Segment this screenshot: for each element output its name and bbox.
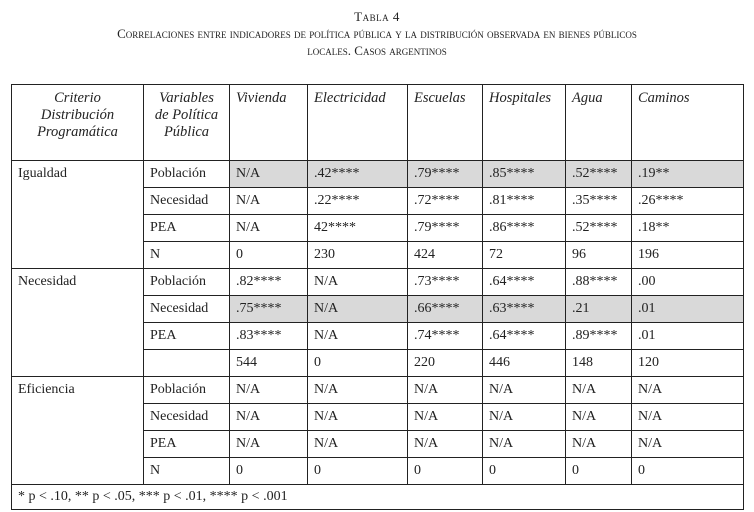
cell-value: 0 bbox=[632, 458, 744, 485]
cell-value: N/A bbox=[308, 323, 408, 350]
cell-value: .79**** bbox=[408, 215, 483, 242]
cell-value: 220 bbox=[408, 350, 483, 377]
cell-value: .52**** bbox=[566, 215, 632, 242]
cell-value: N/A bbox=[230, 215, 308, 242]
table-row bbox=[12, 323, 744, 350]
header-variables: Variables de Política Pública bbox=[144, 85, 230, 161]
cell-value: N/A bbox=[632, 404, 744, 431]
header-vivienda: Vivienda bbox=[230, 85, 308, 161]
table-row bbox=[12, 350, 744, 377]
cell-value: .75**** bbox=[230, 296, 308, 323]
cell-value: 0 bbox=[230, 242, 308, 269]
table-row bbox=[12, 215, 744, 242]
cell-value: N/A bbox=[632, 377, 744, 404]
table-row bbox=[12, 431, 744, 458]
row-group bbox=[12, 215, 144, 242]
row-group bbox=[12, 296, 144, 323]
cell-value: N/A bbox=[308, 404, 408, 431]
table-row bbox=[12, 458, 744, 485]
row-variable: Necesidad bbox=[144, 296, 230, 323]
table-number: Tabla 4 bbox=[354, 9, 400, 24]
table-row bbox=[12, 404, 744, 431]
row-variable: Población bbox=[144, 269, 230, 296]
cell-value: 0 bbox=[230, 458, 308, 485]
cell-value: N/A bbox=[566, 377, 632, 404]
cell-value: N/A bbox=[408, 377, 483, 404]
header-row bbox=[12, 85, 744, 161]
cell-value: .89**** bbox=[566, 323, 632, 350]
cell-value: .85**** bbox=[483, 161, 566, 188]
cell-value: N/A bbox=[408, 404, 483, 431]
cell-value: .83**** bbox=[230, 323, 308, 350]
cell-value: N/A bbox=[308, 269, 408, 296]
row-group bbox=[12, 404, 144, 431]
row-group: Necesidad bbox=[12, 269, 144, 296]
row-group: Eficiencia bbox=[12, 377, 144, 404]
cell-value: N/A bbox=[230, 377, 308, 404]
cell-value: 120 bbox=[632, 350, 744, 377]
row-variable bbox=[144, 350, 230, 377]
cell-value: .66**** bbox=[408, 296, 483, 323]
cell-value: .79**** bbox=[408, 161, 483, 188]
cell-value: 0 bbox=[308, 350, 408, 377]
header-electricidad: Electricidad bbox=[308, 85, 408, 161]
cell-value: N/A bbox=[566, 431, 632, 458]
header-caminos: Caminos bbox=[632, 85, 744, 161]
cell-value: N/A bbox=[483, 377, 566, 404]
cell-value: 0 bbox=[566, 458, 632, 485]
row-group bbox=[12, 350, 144, 377]
cell-value: .72**** bbox=[408, 188, 483, 215]
cell-value: N/A bbox=[308, 377, 408, 404]
cell-value: .42**** bbox=[308, 161, 408, 188]
row-variable: Necesidad bbox=[144, 188, 230, 215]
cell-value: N/A bbox=[483, 431, 566, 458]
cell-value: 72 bbox=[483, 242, 566, 269]
row-variable: N bbox=[144, 242, 230, 269]
row-group bbox=[12, 323, 144, 350]
table-row bbox=[12, 161, 744, 188]
cell-value: N/A bbox=[566, 404, 632, 431]
cell-value: .81**** bbox=[483, 188, 566, 215]
cell-value: 446 bbox=[483, 350, 566, 377]
row-variable: N bbox=[144, 458, 230, 485]
cell-value: .21 bbox=[566, 296, 632, 323]
cell-value: N/A bbox=[230, 161, 308, 188]
header-criterio: Criterio Distribución Programática bbox=[12, 85, 144, 161]
cell-value: 424 bbox=[408, 242, 483, 269]
cell-value: .01 bbox=[632, 296, 744, 323]
cell-value: .82**** bbox=[230, 269, 308, 296]
cell-value: N/A bbox=[408, 431, 483, 458]
cell-value: 148 bbox=[566, 350, 632, 377]
cell-value: 544 bbox=[230, 350, 308, 377]
footnote: * p < .10, ** p < .05, *** p < .01, **** p < .001 bbox=[12, 485, 744, 510]
cell-value: N/A bbox=[308, 431, 408, 458]
row-variable: Población bbox=[144, 377, 230, 404]
row-group bbox=[12, 431, 144, 458]
row-group bbox=[12, 188, 144, 215]
cell-value: .74**** bbox=[408, 323, 483, 350]
cell-value: 230 bbox=[308, 242, 408, 269]
cell-value: 0 bbox=[408, 458, 483, 485]
cell-value: .26**** bbox=[632, 188, 744, 215]
cell-value: N/A bbox=[230, 188, 308, 215]
cell-value: N/A bbox=[483, 404, 566, 431]
cell-value: 96 bbox=[566, 242, 632, 269]
correlation-table bbox=[11, 84, 744, 510]
caption-line-2: locales. Casos argentinos bbox=[307, 43, 447, 58]
table-row bbox=[12, 377, 744, 404]
cell-value: N/A bbox=[308, 296, 408, 323]
cell-value: .00 bbox=[632, 269, 744, 296]
cell-value: .64**** bbox=[483, 269, 566, 296]
row-variable: Necesidad bbox=[144, 404, 230, 431]
cell-value: 196 bbox=[632, 242, 744, 269]
cell-value: .18** bbox=[632, 215, 744, 242]
row-group bbox=[12, 242, 144, 269]
row-variable: Población bbox=[144, 161, 230, 188]
table-row bbox=[12, 242, 744, 269]
row-variable: PEA bbox=[144, 431, 230, 458]
cell-value: N/A bbox=[230, 404, 308, 431]
cell-value: .88**** bbox=[566, 269, 632, 296]
row-group bbox=[12, 458, 144, 485]
cell-value: 42**** bbox=[308, 215, 408, 242]
cell-value: .63**** bbox=[483, 296, 566, 323]
table-row bbox=[12, 296, 744, 323]
cell-value: 0 bbox=[308, 458, 408, 485]
cell-value: .19** bbox=[632, 161, 744, 188]
row-variable: PEA bbox=[144, 215, 230, 242]
cell-value: .86**** bbox=[483, 215, 566, 242]
cell-value: N/A bbox=[632, 431, 744, 458]
header-hospitales: Hospitales bbox=[483, 85, 566, 161]
table-row bbox=[12, 269, 744, 296]
cell-value: .64**** bbox=[483, 323, 566, 350]
header-escuelas: Escuelas bbox=[408, 85, 483, 161]
caption-line-1: Correlaciones entre indicadores de política pública y la distribución observada en bienes públicos bbox=[117, 26, 637, 41]
table-caption bbox=[0, 0, 754, 59]
header-agua: Agua bbox=[566, 85, 632, 161]
footnote-row bbox=[12, 485, 744, 510]
table-row bbox=[12, 188, 744, 215]
cell-value: .35**** bbox=[566, 188, 632, 215]
cell-value: .22**** bbox=[308, 188, 408, 215]
cell-value: .01 bbox=[632, 323, 744, 350]
cell-value: 0 bbox=[483, 458, 566, 485]
cell-value: N/A bbox=[230, 431, 308, 458]
cell-value: .73**** bbox=[408, 269, 483, 296]
cell-value: .52**** bbox=[566, 161, 632, 188]
row-group: Igualdad bbox=[12, 161, 144, 188]
row-variable: PEA bbox=[144, 323, 230, 350]
